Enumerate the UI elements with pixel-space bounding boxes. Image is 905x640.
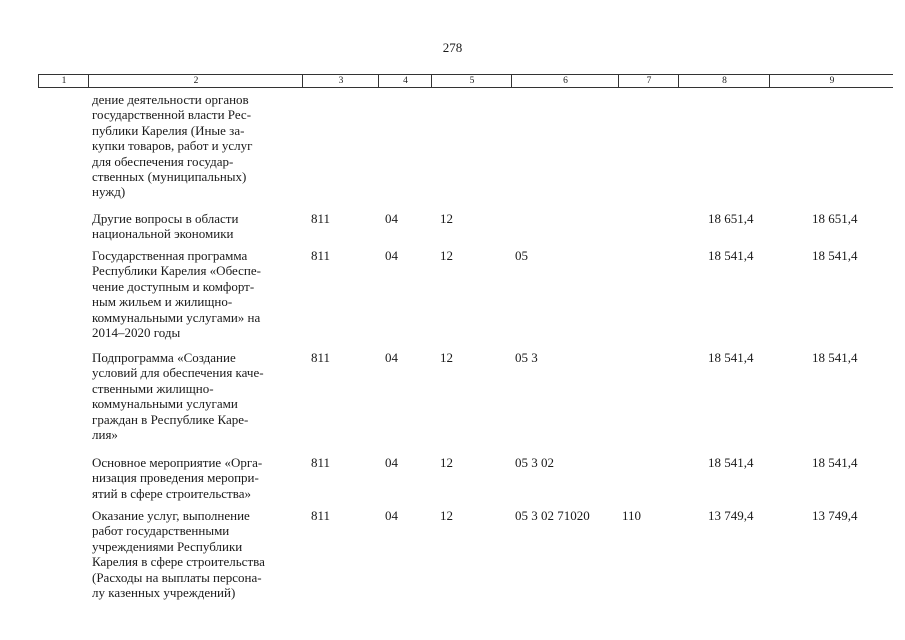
description-line: публики Карелия (Иные за- — [92, 122, 245, 138]
row-description — [92, 508, 307, 600]
header-col-5: 5 — [431, 75, 512, 87]
header-col-6: 6 — [511, 75, 619, 87]
row-c6-value: 05 3 02 71020 — [515, 508, 590, 523]
description-line: нужд) — [92, 184, 126, 200]
row-c3-value: 811 — [311, 248, 331, 263]
description-line: Государственная программа — [92, 248, 248, 263]
description-line: для обеспечения государ- — [92, 153, 234, 169]
description-line: Другие вопросы в области — [92, 211, 239, 226]
description-line: условий для обеспечения каче- — [92, 365, 264, 381]
row-c3-value: 811 — [311, 211, 331, 226]
description-line: Основное мероприятие «Орга- — [92, 455, 263, 470]
row-c5-value: 12 — [440, 455, 453, 470]
row-c9-value: 18 541,4 — [812, 248, 858, 263]
description-line: коммунальными услугами» на — [92, 309, 261, 325]
description-line: (Расходы на выплаты персона- — [92, 569, 262, 585]
header-col-1: 1 — [38, 75, 89, 87]
description-line: чение доступным и комфорт- — [92, 278, 255, 294]
description-line: учреждениями Республики — [92, 538, 243, 554]
row-c5-value: 12 — [440, 211, 453, 226]
header-col-9: 9 — [769, 75, 894, 87]
row-c4-value: 04 — [385, 211, 398, 226]
row-c8-value: 18 541,4 — [708, 350, 754, 365]
row-c9-value: 13 749,4 — [812, 508, 858, 523]
description-line: Оказание услуг, выполнение — [92, 508, 250, 523]
row-description — [92, 92, 307, 200]
description-line: дение деятельности органов — [92, 92, 249, 107]
description-line: Подпрограмма «Создание — [92, 350, 236, 365]
row-description — [92, 350, 307, 442]
header-col-8: 8 — [678, 75, 770, 87]
row-c5-value: 12 — [440, 350, 453, 365]
description-line: купки товаров, работ и услуг — [92, 138, 253, 154]
row-c3-value: 811 — [311, 455, 331, 470]
description-line: коммунальными услугами — [92, 396, 238, 412]
row-c6-value: 05 — [515, 248, 528, 263]
row-description — [92, 211, 307, 242]
row-c4-value: 04 — [385, 350, 398, 365]
description-line: Республики Карелия «Обеспе- — [92, 263, 261, 279]
description-line: 2014–2020 годы — [92, 325, 181, 341]
header-col-7: 7 — [618, 75, 679, 87]
row-c7-value: 110 — [622, 508, 642, 523]
row-c8-value: 13 749,4 — [708, 508, 754, 523]
description-line: ственных (муниципальных) — [92, 169, 247, 185]
description-line: ным жильем и жилищно- — [92, 294, 233, 310]
row-c8-value: 18 541,4 — [708, 455, 754, 470]
row-description — [92, 248, 307, 340]
description-line: низация проведения меропри- — [92, 470, 259, 486]
row-c6-value: 05 3 02 — [515, 455, 554, 470]
description-line: работ государственными — [92, 523, 230, 539]
row-c3-value: 811 — [311, 350, 331, 365]
description-line: лу казенных учреждений) — [92, 585, 236, 601]
row-c9-value: 18 541,4 — [812, 350, 858, 365]
header-col-4: 4 — [378, 75, 432, 87]
row-c4-value: 04 — [385, 248, 398, 263]
row-c9-value: 18 541,4 — [812, 455, 858, 470]
row-c5-value: 12 — [440, 248, 453, 263]
description-line: государственной власти Рес- — [92, 107, 252, 123]
description-line: лия» — [92, 427, 118, 443]
description-line: граждан в Республике Каре- — [92, 411, 249, 427]
description-line: ятий в сфере строительства» — [92, 485, 251, 501]
row-c5-value: 12 — [440, 508, 453, 523]
row-c8-value: 18 651,4 — [708, 211, 754, 226]
row-c3-value: 811 — [311, 508, 331, 523]
row-c6-value: 05 3 — [515, 350, 538, 365]
description-line: Карелия в сфере строительства — [92, 554, 265, 570]
page-number: 278 — [442, 40, 463, 55]
row-c9-value: 18 651,4 — [812, 211, 858, 226]
column-number-header — [38, 74, 893, 88]
row-c4-value: 04 — [385, 455, 398, 470]
description-line: национальной экономики — [92, 226, 234, 242]
row-description — [92, 455, 307, 501]
header-col-2: 2 — [88, 75, 303, 87]
header-col-3: 3 — [302, 75, 379, 87]
description-line: ственными жилищно- — [92, 380, 214, 396]
row-c8-value: 18 541,4 — [708, 248, 754, 263]
row-c4-value: 04 — [385, 508, 398, 523]
